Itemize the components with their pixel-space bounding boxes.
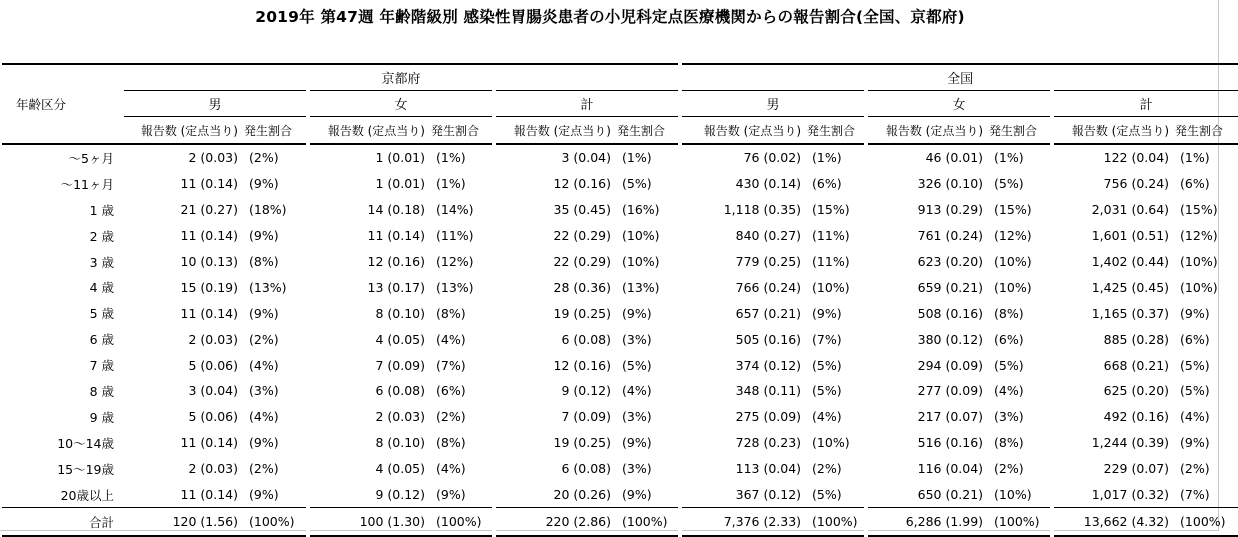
table-row xyxy=(2,274,1238,300)
rate-cell: (3%) xyxy=(994,409,1024,425)
rate-cell: (10%) xyxy=(994,487,1032,503)
report-table xyxy=(2,63,1238,537)
report-count-cell: 122 (0.04) xyxy=(1052,144,1171,171)
report-count-cell: 2 (0.03) xyxy=(188,461,238,477)
report-count-cell: 12 (0.16) xyxy=(494,352,613,378)
count-column-header: 報告数 (定点当り) xyxy=(308,117,427,145)
rate-column-header: 発生割合 xyxy=(617,123,666,138)
report-count-cell: 5 (0.06) xyxy=(188,409,238,425)
report-count-cell: 9 (0.12) xyxy=(494,378,613,404)
rate-cell: (6%) xyxy=(1180,331,1210,347)
total-row xyxy=(2,508,1238,537)
report-count-cell: 13 (0.17) xyxy=(308,274,427,300)
rate-cell: (5%) xyxy=(812,487,842,503)
age-label: ～11ヶ月 xyxy=(60,176,114,192)
region-header-kyoto: 京都府 xyxy=(124,64,680,91)
table-row xyxy=(2,197,1238,223)
rate-cell: (10%) xyxy=(994,279,1032,295)
rate-cell: (6%) xyxy=(812,176,842,192)
report-count-cell: 275 (0.09) xyxy=(680,404,803,430)
report-count-cell: 2 (0.03) xyxy=(188,331,238,347)
age-label: 5 歳 xyxy=(89,306,114,322)
count-column-header: 報告数 (定点当り) xyxy=(494,117,613,145)
table-row xyxy=(2,223,1238,249)
rate-cell: (8%) xyxy=(436,435,466,451)
count-column-header: 報告数 (定点当り) xyxy=(680,117,803,145)
table-row xyxy=(2,378,1238,404)
rate-cell: (15%) xyxy=(994,202,1032,218)
report-count-cell: 348 (0.11) xyxy=(680,378,803,404)
report-count-cell: 76 (0.02) xyxy=(680,144,803,171)
rate-cell: (8%) xyxy=(994,305,1024,321)
rate-cell: (5%) xyxy=(812,383,842,399)
report-count-cell: 7 (0.09) xyxy=(494,404,613,430)
report-count-cell: 113 (0.04) xyxy=(680,456,803,482)
report-count-cell: 229 (0.07) xyxy=(1052,456,1171,482)
rate-cell: (4%) xyxy=(249,409,279,425)
age-label: 4 歳 xyxy=(89,280,114,296)
report-count-cell: 1,244 (0.39) xyxy=(1052,430,1171,456)
report-count-cell: 1,165 (0.37) xyxy=(1052,300,1171,326)
report-count-cell: 10 (0.13) xyxy=(180,254,238,269)
count-column-header: 報告数 (定点当り) xyxy=(866,117,985,145)
report-count-cell: 3 (0.04) xyxy=(188,383,238,399)
rate-cell: (9%) xyxy=(249,487,279,503)
report-count-cell: 668 (0.21) xyxy=(1052,352,1171,378)
rate-cell: (4%) xyxy=(994,383,1024,399)
report-count-cell: 761 (0.24) xyxy=(866,223,985,249)
report-count-cell: 220 (2.86) xyxy=(494,508,613,537)
report-count-cell: 380 (0.12) xyxy=(866,326,985,352)
report-count-cell: 508 (0.16) xyxy=(866,300,985,326)
rate-cell: (1%) xyxy=(994,150,1024,166)
rate-column-header: 発生割合 xyxy=(431,123,480,138)
rate-cell: (7%) xyxy=(1180,487,1210,503)
rate-cell: (10%) xyxy=(622,254,660,269)
rate-cell: (11%) xyxy=(436,228,474,244)
sex-header-kyoto-total: 計 xyxy=(494,91,680,117)
report-count-cell: 367 (0.12) xyxy=(680,482,803,508)
rate-cell: (18%) xyxy=(249,202,287,218)
report-count-cell: 766 (0.24) xyxy=(680,274,803,300)
report-count-cell: 326 (0.10) xyxy=(866,171,985,197)
table-body xyxy=(2,144,1238,536)
report-count-cell: 46 (0.01) xyxy=(866,144,985,171)
report-count-cell: 22 (0.29) xyxy=(494,223,613,249)
report-count-cell: 650 (0.21) xyxy=(866,482,985,508)
rate-cell: (9%) xyxy=(622,487,652,503)
age-label: 1 歳 xyxy=(89,202,114,218)
report-count-cell: 5 (0.06) xyxy=(188,357,238,373)
report-count-cell: 6,286 (1.99) xyxy=(866,508,985,537)
rate-cell: (9%) xyxy=(436,487,466,503)
rate-cell: (14%) xyxy=(436,202,474,218)
report-count-cell: 505 (0.16) xyxy=(680,326,803,352)
rate-cell: (12%) xyxy=(994,228,1032,244)
rate-cell: (13%) xyxy=(436,279,474,295)
report-count-cell: 516 (0.16) xyxy=(866,430,985,456)
rate-cell: (10%) xyxy=(1180,254,1218,269)
rate-cell: (100%) xyxy=(622,514,668,530)
rate-cell: (9%) xyxy=(249,176,279,192)
sex-header-national-total: 計 xyxy=(1052,91,1238,117)
report-count-cell: 3 (0.04) xyxy=(494,144,613,171)
report-count-cell: 913 (0.29) xyxy=(866,197,985,223)
report-count-cell: 430 (0.14) xyxy=(680,171,803,197)
report-count-cell: 100 (1.30) xyxy=(308,508,427,537)
report-count-cell: 1 (0.01) xyxy=(308,171,427,197)
report-count-cell: 1,017 (0.32) xyxy=(1052,482,1171,508)
report-count-cell: 1,118 (0.35) xyxy=(680,197,803,223)
rate-cell: (100%) xyxy=(994,514,1040,530)
report-count-cell: 19 (0.25) xyxy=(494,430,613,456)
rate-cell: (11%) xyxy=(812,254,850,269)
report-count-cell: 885 (0.28) xyxy=(1052,326,1171,352)
rate-cell: (5%) xyxy=(1180,357,1210,373)
report-count-cell: 6 (0.08) xyxy=(494,456,613,482)
report-count-cell: 15 (0.19) xyxy=(180,279,238,295)
rate-cell: (1%) xyxy=(1180,150,1210,166)
report-count-cell: 2 (0.03) xyxy=(308,404,427,430)
report-count-cell: 11 (0.14) xyxy=(180,176,238,192)
report-count-cell: 9 (0.12) xyxy=(308,482,427,508)
rate-cell: (13%) xyxy=(622,279,660,295)
report-count-cell: 35 (0.45) xyxy=(494,197,613,223)
rate-cell: (1%) xyxy=(622,150,652,166)
rate-cell: (3%) xyxy=(622,461,652,477)
subheader-row xyxy=(2,117,1238,145)
age-label: 15～19歳 xyxy=(57,461,114,477)
rate-cell: (3%) xyxy=(622,409,652,425)
report-count-cell: 728 (0.23) xyxy=(680,430,803,456)
rate-cell: (9%) xyxy=(622,435,652,451)
region-header-national: 全国 xyxy=(680,64,1238,91)
report-count-cell: 492 (0.16) xyxy=(1052,404,1171,430)
report-count-cell: 120 (1.56) xyxy=(172,514,238,530)
rate-cell: (15%) xyxy=(812,202,850,218)
table-row xyxy=(2,456,1238,482)
rate-cell: (9%) xyxy=(249,435,279,451)
report-count-cell: 2,031 (0.64) xyxy=(1052,197,1171,223)
rate-cell: (5%) xyxy=(622,357,652,373)
rate-cell: (6%) xyxy=(436,383,466,399)
rate-cell: (10%) xyxy=(1180,279,1218,295)
page-title: 2019年 第47週 年齢階級別 感染性胃腸炎患者の小児科定点医療機関からの報告割合(全国、京都府) xyxy=(255,8,965,26)
rate-cell: (2%) xyxy=(249,461,279,477)
report-count-cell: 6 (0.08) xyxy=(308,378,427,404)
age-label: 20歳以上 xyxy=(60,487,114,503)
report-count-cell: 11 (0.14) xyxy=(308,223,427,249)
rate-cell: (2%) xyxy=(436,409,466,425)
rate-cell: (5%) xyxy=(1180,383,1210,399)
count-column-header: 報告数 (定点当り) xyxy=(140,123,238,138)
rate-column-header: 発生割合 xyxy=(244,123,293,138)
age-label: 10～14歳 xyxy=(57,435,114,451)
rate-cell: (3%) xyxy=(622,331,652,347)
report-count-cell: 840 (0.27) xyxy=(680,223,803,249)
rate-cell: (6%) xyxy=(1180,176,1210,192)
rate-cell: (12%) xyxy=(436,254,474,269)
report-count-cell: 623 (0.20) xyxy=(866,249,985,275)
rate-cell: (8%) xyxy=(249,254,279,269)
report-count-cell: 7 (0.09) xyxy=(308,352,427,378)
report-count-cell: 277 (0.09) xyxy=(866,378,985,404)
rate-cell: (4%) xyxy=(1180,409,1210,425)
rate-cell: (9%) xyxy=(1180,305,1210,321)
rate-cell: (8%) xyxy=(436,305,466,321)
report-count-cell: 13,662 (4.32) xyxy=(1052,508,1171,537)
report-count-cell: 7,376 (2.33) xyxy=(680,508,803,537)
report-count-cell: 8 (0.10) xyxy=(308,430,427,456)
rate-column-header: 発生割合 xyxy=(807,123,856,138)
table-row xyxy=(2,249,1238,275)
sex-header-national-female: 女 xyxy=(866,91,1052,117)
rate-cell: (1%) xyxy=(436,176,466,192)
report-count-cell: 779 (0.25) xyxy=(680,249,803,275)
table-row xyxy=(2,482,1238,508)
sex-header-kyoto-female: 女 xyxy=(308,91,494,117)
rate-cell: (9%) xyxy=(812,305,842,321)
age-label: 合計 xyxy=(88,514,114,530)
report-count-cell: 116 (0.04) xyxy=(866,456,985,482)
rate-cell: (100%) xyxy=(1180,514,1226,530)
count-column-header: 報告数 (定点当り) xyxy=(1052,117,1171,145)
report-count-cell: 4 (0.05) xyxy=(308,456,427,482)
rate-cell: (4%) xyxy=(436,461,466,477)
report-count-cell: 20 (0.26) xyxy=(494,482,613,508)
age-label: 2 歳 xyxy=(89,228,114,244)
report-count-cell: 1 (0.01) xyxy=(308,144,427,171)
rate-cell: (10%) xyxy=(994,254,1032,269)
report-count-cell: 12 (0.16) xyxy=(494,171,613,197)
rate-column-header: 発生割合 xyxy=(1175,123,1224,138)
rate-cell: (7%) xyxy=(812,331,842,347)
report-count-cell: 4 (0.05) xyxy=(308,326,427,352)
report-count-cell: 14 (0.18) xyxy=(308,197,427,223)
rate-cell: (1%) xyxy=(436,150,466,166)
report-count-cell: 625 (0.20) xyxy=(1052,378,1171,404)
rate-cell: (2%) xyxy=(994,461,1024,477)
age-label: 6 歳 xyxy=(89,332,114,348)
rate-cell: (2%) xyxy=(249,331,279,347)
age-label: 3 歳 xyxy=(89,254,114,270)
age-label: 9 歳 xyxy=(89,409,114,425)
report-count-cell: 11 (0.14) xyxy=(180,435,238,451)
rate-cell: (3%) xyxy=(249,383,279,399)
report-count-cell: 11 (0.14) xyxy=(180,487,238,503)
report-count-cell: 659 (0.21) xyxy=(866,274,985,300)
rate-column-header: 発生割合 xyxy=(989,123,1038,138)
rate-cell: (5%) xyxy=(994,357,1024,373)
report-count-cell: 6 (0.08) xyxy=(494,326,613,352)
rate-cell: (13%) xyxy=(249,279,287,295)
age-label: ～5ヶ月 xyxy=(68,150,114,166)
report-count-cell: 22 (0.29) xyxy=(494,249,613,275)
rate-cell: (10%) xyxy=(812,435,850,451)
rate-cell: (11%) xyxy=(812,228,850,244)
rate-cell: (2%) xyxy=(812,461,842,477)
report-count-cell: 28 (0.36) xyxy=(494,274,613,300)
table-row xyxy=(2,352,1238,378)
rate-cell: (2%) xyxy=(249,150,279,166)
rate-cell: (10%) xyxy=(812,279,850,295)
rate-cell: (4%) xyxy=(249,357,279,373)
sex-header-national-male: 男 xyxy=(680,91,866,117)
rate-cell: (6%) xyxy=(994,331,1024,347)
report-count-cell: 1,601 (0.51) xyxy=(1052,223,1171,249)
table-row xyxy=(2,144,1238,171)
rate-cell: (9%) xyxy=(249,305,279,321)
report-count-cell: 374 (0.12) xyxy=(680,352,803,378)
rate-cell: (5%) xyxy=(622,176,652,192)
report-count-cell: 657 (0.21) xyxy=(680,300,803,326)
rate-cell: (100%) xyxy=(812,514,858,530)
rate-cell: (9%) xyxy=(249,228,279,244)
table-row xyxy=(2,430,1238,456)
rate-cell: (4%) xyxy=(812,409,842,425)
rate-cell: (4%) xyxy=(622,383,652,399)
table-row xyxy=(2,300,1238,326)
report-count-cell: 11 (0.14) xyxy=(180,228,238,244)
rate-cell: (8%) xyxy=(994,435,1024,451)
rate-cell: (1%) xyxy=(812,150,842,166)
report-count-cell: 1,425 (0.45) xyxy=(1052,274,1171,300)
report-count-cell: 217 (0.07) xyxy=(866,404,985,430)
rate-cell: (4%) xyxy=(436,331,466,347)
rate-cell: (2%) xyxy=(1180,461,1210,477)
report-count-cell: 11 (0.14) xyxy=(180,305,238,321)
report-count-cell: 294 (0.09) xyxy=(866,352,985,378)
rate-cell: (5%) xyxy=(812,357,842,373)
sex-header-kyoto-male: 男 xyxy=(124,91,308,117)
rate-cell: (100%) xyxy=(249,514,295,530)
rate-cell: (100%) xyxy=(436,514,482,530)
report-count-cell: 2 (0.03) xyxy=(188,150,238,166)
rate-cell: (10%) xyxy=(622,228,660,244)
report-count-cell: 19 (0.25) xyxy=(494,300,613,326)
report-count-cell: 12 (0.16) xyxy=(308,249,427,275)
age-label: 7 歳 xyxy=(89,358,114,374)
rate-cell: (7%) xyxy=(436,357,466,373)
age-label: 8 歳 xyxy=(89,383,114,399)
report-count-cell: 1,402 (0.44) xyxy=(1052,249,1171,275)
rate-cell: (9%) xyxy=(1180,435,1210,451)
rate-cell: (5%) xyxy=(994,176,1024,192)
report-count-cell: 756 (0.24) xyxy=(1052,171,1171,197)
table-row xyxy=(2,326,1238,352)
report-count-cell: 21 (0.27) xyxy=(180,202,238,218)
table-row xyxy=(2,404,1238,430)
rate-cell: (16%) xyxy=(622,202,660,218)
age-column-header: 年齢区分 xyxy=(16,97,67,112)
rate-cell: (12%) xyxy=(1180,228,1218,244)
rate-cell: (15%) xyxy=(1180,202,1218,218)
table-row xyxy=(2,171,1238,197)
report-count-cell: 8 (0.10) xyxy=(308,300,427,326)
rate-cell: (9%) xyxy=(622,305,652,321)
